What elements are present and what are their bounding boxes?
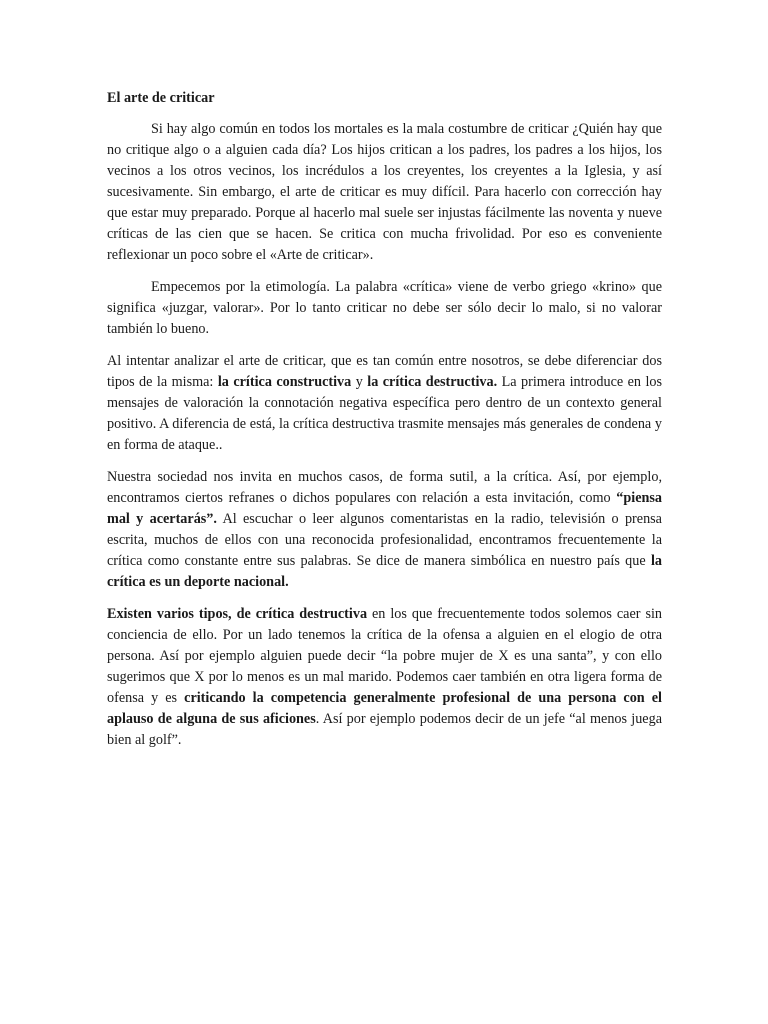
- paragraph-3-text-c: y: [351, 374, 368, 390]
- paragraph-4-text-c: Al escuchar o leer algunos comentaristas en la radio, televisión o prensa escrita, muchos de ellos con una reconocida profesionalidad, encontramos frecuentemente la crítica como constante entre sus palabras. Se dice de manera simbólica en nuestro país que: [107, 511, 662, 569]
- paragraph-1: Si hay algo común en todos los mortales es la mala costumbre de criticar ¿Quién hay que no critique algo o a alguien cada día? Los hijos critican a los padres, los padres a los hijos, los vecinos a los otros vecinos, los incrédulos a los creyentes, los creyentes a la Iglesia, y así sucesivamente. Sin embargo, el arte de criticar es muy difícil. Para hacerlo con corrección hay que estar muy preparado. Porque al hacerlo mal suele ser injustas fácilmente las noventa y nueve críticas de las cien que se hacen. Se critica con mucha frivolidad. Por eso es conveniente reflexionar un poco sobre el «Arte de criticar».: [107, 121, 662, 263]
- document-title: El arte de criticar: [107, 90, 215, 106]
- paragraph-5-bold-competence: criticando la competencia generalmente profesional de una persona con el aplauso de alguna de sus aficiones: [107, 690, 662, 727]
- paragraph-5-text-a: en los que frecuentemente todos solemos caer sin conciencia de ello. Por un lado tenemos la crítica de la ofensa a alguien en el elogio de otra persona. Así por ejemplo alguien puede decir “la pobre mujer de X es una santa”, y con ello sugerimos que X por lo menos es un mal marido. Podemos caer también en otra ligera forma de ofensa y es: [107, 606, 662, 706]
- document-page: [107, 88, 662, 762]
- paragraph-4-bold-national-sport: la crítica es un deporte nacional.: [107, 553, 662, 590]
- paragraph-5: [107, 604, 662, 751]
- paragraph-3-bold-constructive: la crítica constructiva: [217, 374, 352, 390]
- paragraph-3-text-d: La primera introduce en los mensajes de valoración la connotación negativa específica pero dentro de un contexto general positivo. A diferencia de está, la crítica destructiva trasmite mensajes más generales de condena y en forma de ataque..: [107, 374, 663, 453]
- paragraph-3-text-a: Al intentar analizar el arte de criticar, que es tan común entre nosotros, se debe diferenciar dos tipos de la misma:: [107, 353, 662, 390]
- paragraph-3-bold-destructive: la crítica destructiva.: [367, 374, 498, 390]
- paragraph-4-bold-proverb: “piensa mal y acertarás”.: [107, 490, 662, 527]
- paragraph-5-text-c: . Así por ejemplo podemos decir de un jefe “al menos juega bien al golf”.: [107, 711, 662, 748]
- paragraph-3: [107, 351, 662, 456]
- paragraph-4: [107, 467, 662, 593]
- paragraph-2: Empecemos por la etimología. La palabra «crítica» viene de verbo griego «krino» que significa «juzgar, valorar». Por lo tanto criticar no debe ser sólo decir lo malo, si no valorar también lo bueno.: [107, 279, 662, 337]
- paragraph-4-text-a: Nuestra sociedad nos invita en muchos casos, de forma sutil, a la crítica. Así, por ejemplo, encontramos ciertos refranes o dichos populares con relación a esta invitación, como: [107, 469, 662, 506]
- paragraph-5-bold-types: Existen varios tipos, de crítica destructiva: [107, 606, 368, 622]
